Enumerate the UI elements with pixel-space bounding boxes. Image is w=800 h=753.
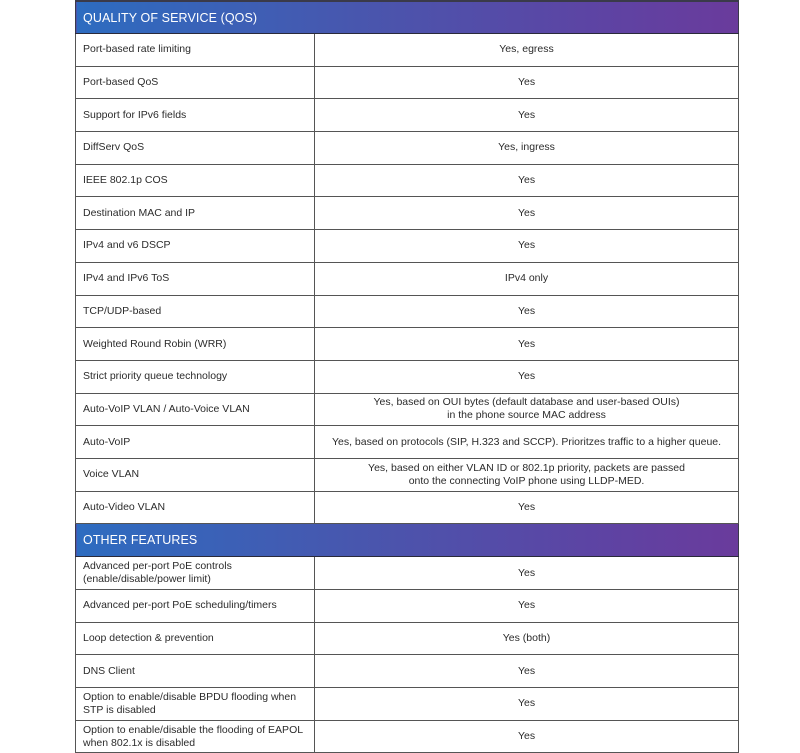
value-cell [315, 557, 739, 590]
value-cell [315, 99, 739, 132]
value-cell [315, 458, 739, 491]
table-row [76, 557, 739, 590]
feature-label: (enable/disable/power limit) [83, 573, 211, 586]
feature-label: Auto-VoIP [83, 435, 131, 448]
value-text: Yes [517, 730, 536, 743]
value-cell [315, 66, 739, 99]
table-row [76, 458, 739, 491]
value-cell [315, 262, 739, 295]
feature-cell [76, 262, 315, 295]
value-cell [315, 688, 739, 721]
feature-cell [76, 197, 315, 230]
value-text: Yes [517, 76, 536, 89]
value-cell [315, 360, 739, 393]
feature-cell [76, 99, 315, 132]
value-text: Yes [517, 370, 536, 383]
feature-cell [76, 590, 315, 623]
spec-table-body [76, 1, 739, 753]
value-cell [315, 132, 739, 165]
feature-label: Support for IPv6 fields [83, 108, 187, 121]
feature-cell [76, 720, 315, 753]
feature-cell [76, 34, 315, 67]
feature-cell [76, 328, 315, 361]
feature-cell [76, 557, 315, 590]
feature-label: Advanced per-port PoE controls [83, 560, 232, 573]
value-text: Yes [517, 304, 536, 317]
feature-label: DNS Client [83, 664, 135, 677]
value-text: Yes, based on either VLAN ID or 802.1p priority, packets are passed [368, 461, 685, 474]
value-cell [315, 197, 739, 230]
value-text: Yes [517, 697, 536, 710]
value-cell [315, 328, 739, 361]
table-row [76, 328, 739, 361]
feature-label: Option to enable/disable BPDU flooding when [83, 690, 297, 703]
value-cell [315, 34, 739, 67]
value-text: Yes, based on OUI bytes (default database and user-based OUIs) [373, 396, 680, 409]
value-cell [315, 491, 739, 524]
value-text: Yes, ingress [498, 141, 555, 154]
value-text: Yes, based on protocols (SIP, H.323 and SCCP). Prioritzes traffic to a higher queue. [331, 435, 722, 448]
section-title: QUALITY OF SERVICE (QOS) [76, 1, 739, 34]
table-row [76, 164, 739, 197]
section-header [76, 1, 739, 34]
feature-label: Strict priority queue technology [83, 370, 228, 383]
feature-label: DiffServ QoS [83, 141, 145, 154]
feature-cell [76, 426, 315, 459]
table-row [76, 34, 739, 67]
value-text: Yes [517, 500, 536, 513]
value-cell [315, 393, 739, 426]
feature-label: Loop detection & prevention [83, 632, 214, 645]
table-row [76, 197, 739, 230]
feature-label: IPv4 and v6 DSCP [83, 239, 171, 252]
feature-label: when 802.1x is disabled [83, 736, 196, 749]
value-text: Yes (both) [502, 632, 551, 645]
feature-label: STP is disabled [83, 703, 156, 716]
feature-label: Destination MAC and IP [83, 206, 196, 219]
table-row [76, 132, 739, 165]
feature-cell [76, 688, 315, 721]
feature-cell [76, 458, 315, 491]
value-text: Yes [517, 664, 536, 677]
table-row [76, 230, 739, 263]
value-text: Yes [517, 239, 536, 252]
feature-cell [76, 164, 315, 197]
table-row [76, 393, 739, 426]
spec-table [75, 0, 739, 753]
feature-cell [76, 393, 315, 426]
section-title: OTHER FEATURES [76, 524, 739, 557]
value-text: Yes, egress [499, 43, 554, 56]
table-row [76, 426, 739, 459]
feature-cell [76, 295, 315, 328]
value-cell [315, 295, 739, 328]
feature-cell [76, 132, 315, 165]
feature-label: IPv4 and IPv6 ToS [83, 272, 170, 285]
table-row [76, 491, 739, 524]
feature-cell [76, 66, 315, 99]
feature-label: TCP/UDP-based [83, 304, 162, 317]
value-cell [315, 590, 739, 623]
feature-label: Port-based rate limiting [83, 43, 191, 56]
table-row [76, 622, 739, 655]
table-row [76, 295, 739, 328]
value-text: IPv4 only [504, 272, 549, 285]
feature-label: IEEE 802.1p COS [83, 174, 168, 187]
value-text: Yes [517, 566, 536, 579]
feature-label: Weighted Round Robin (WRR) [83, 337, 227, 350]
feature-label: Advanced per-port PoE scheduling/timers [83, 599, 277, 612]
value-cell [315, 426, 739, 459]
section-header [76, 524, 739, 557]
value-cell [315, 230, 739, 263]
feature-label: Auto-VoIP VLAN / Auto-Voice VLAN [83, 402, 250, 415]
value-cell [315, 720, 739, 753]
value-text: Yes [517, 206, 536, 219]
table-row [76, 360, 739, 393]
feature-label: Port-based QoS [83, 76, 159, 89]
feature-cell [76, 491, 315, 524]
table-row [76, 590, 739, 623]
table-row [76, 262, 739, 295]
feature-label: Option to enable/disable the flooding of EAPOL [83, 723, 304, 736]
table-row [76, 720, 739, 753]
table-row [76, 99, 739, 132]
value-text: onto the connecting VoIP phone using LLDP-MED. [408, 474, 645, 487]
value-text: Yes [517, 108, 536, 121]
table-row [76, 688, 739, 721]
value-text: Yes [517, 174, 536, 187]
table-row [76, 66, 739, 99]
value-text: Yes [517, 599, 536, 612]
feature-cell [76, 622, 315, 655]
value-text: in the phone source MAC address [447, 409, 606, 422]
value-cell [315, 622, 739, 655]
value-text: Yes [517, 337, 536, 350]
feature-label: Voice VLAN [83, 468, 140, 481]
value-cell [315, 164, 739, 197]
feature-cell [76, 655, 315, 688]
table-row [76, 655, 739, 688]
feature-cell [76, 230, 315, 263]
feature-cell [76, 360, 315, 393]
feature-label: Auto-Video VLAN [83, 500, 166, 513]
value-cell [315, 655, 739, 688]
